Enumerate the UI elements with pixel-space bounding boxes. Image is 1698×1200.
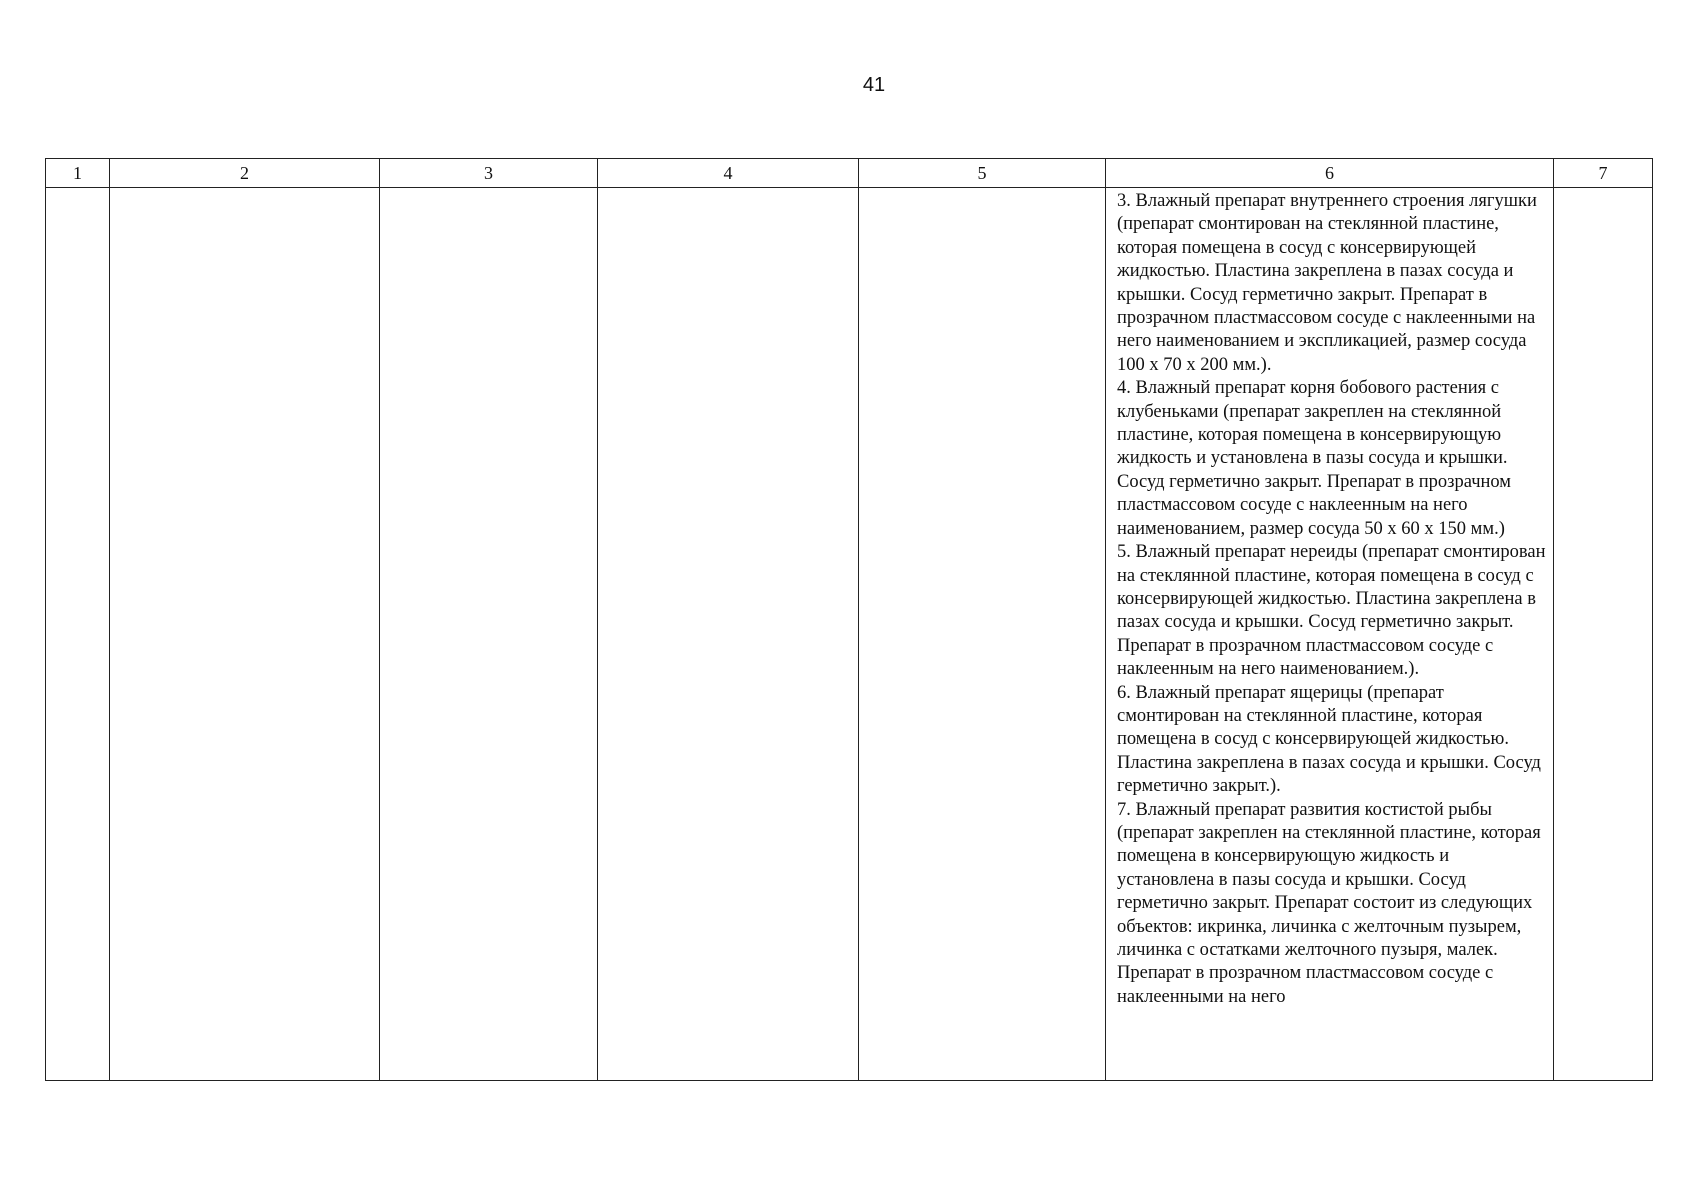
item-description: 5. Влажный препарат нереиды (препарат смонтирован на стеклянной пластине, которая помещена в сосуд с консервирующей жидкостью. Пластина закреплена в пазах сосуда и крышки. Сосуд герметично закрыт. Препарат в прозрачном пластмассовом сосуде с наклеенным на него наименованием.).	[1117, 542, 1546, 680]
item-description: 6. Влажный препарат ящерицы (препарат смонтирован на стеклянной пластине, которая помещена в сосуд с консервирующей жидкостью. Пластина закреплена в пазах сосуда и крышки. Сосуд герметично закрыт.).	[1117, 682, 1541, 797]
column-header: 7	[1554, 159, 1653, 188]
item-description: 4. Влажный препарат корня бобового растения с клубеньками (препарат закреплен на стеклянной пластине, которая помещена в консервирующую жидкость и установлена в пазы сосуда и крышки. Сосуд герметично закрыт. Препарат в прозрачном пластмассовом сосуде с наклеенным на него наименованием, размер сосуда 50 х 60 х 150 мм.)	[1117, 378, 1512, 539]
cell-col-1	[46, 188, 110, 1081]
specification-table	[45, 158, 1653, 1081]
cell-col-2	[110, 188, 380, 1081]
column-header: 5	[859, 159, 1106, 188]
item-description-list	[1106, 188, 1553, 1009]
column-header: 4	[598, 159, 859, 188]
page-number: 41	[862, 74, 886, 96]
column-header: 2	[110, 159, 380, 188]
table-header-row	[46, 159, 1653, 188]
table-row	[46, 188, 1653, 1081]
cell-col-5	[859, 188, 1106, 1081]
column-header: 1	[46, 159, 110, 188]
item-description: 3. Влажный препарат внутреннего строения лягушки (препарат смонтирован на стеклянной пластине, которая помещена в сосуд с консервирующей жидкостью. Пластина закреплена в пазах сосуда и крышки. Сосуд герметично закрыт. Препарат в прозрачном пластмассовом сосуде с наклеенными на него наименованием и экспликацией, размер сосуда 100 х 70 х 200 мм.).	[1117, 191, 1537, 375]
column-header: 6	[1106, 159, 1554, 188]
cell-col-6	[1106, 188, 1554, 1081]
cell-col-7	[1554, 188, 1653, 1081]
cell-col-4	[598, 188, 859, 1081]
column-header: 3	[380, 159, 598, 188]
cell-col-3	[380, 188, 598, 1081]
item-description: 7. Влажный препарат развития костистой рыбы (препарат закреплен на стеклянной пластине, которая помещена в консервирующую жидкость и установлена в пазы сосуда и крышки. Сосуд герметично закрыт. Препарат состоит из следующих объектов: икринка, личинка с желточным пузырем, личинка с остатками желточного пузыря, малек. Препарат в прозрачном пластмассовом сосуде с наклеенными на него	[1117, 799, 1541, 1007]
